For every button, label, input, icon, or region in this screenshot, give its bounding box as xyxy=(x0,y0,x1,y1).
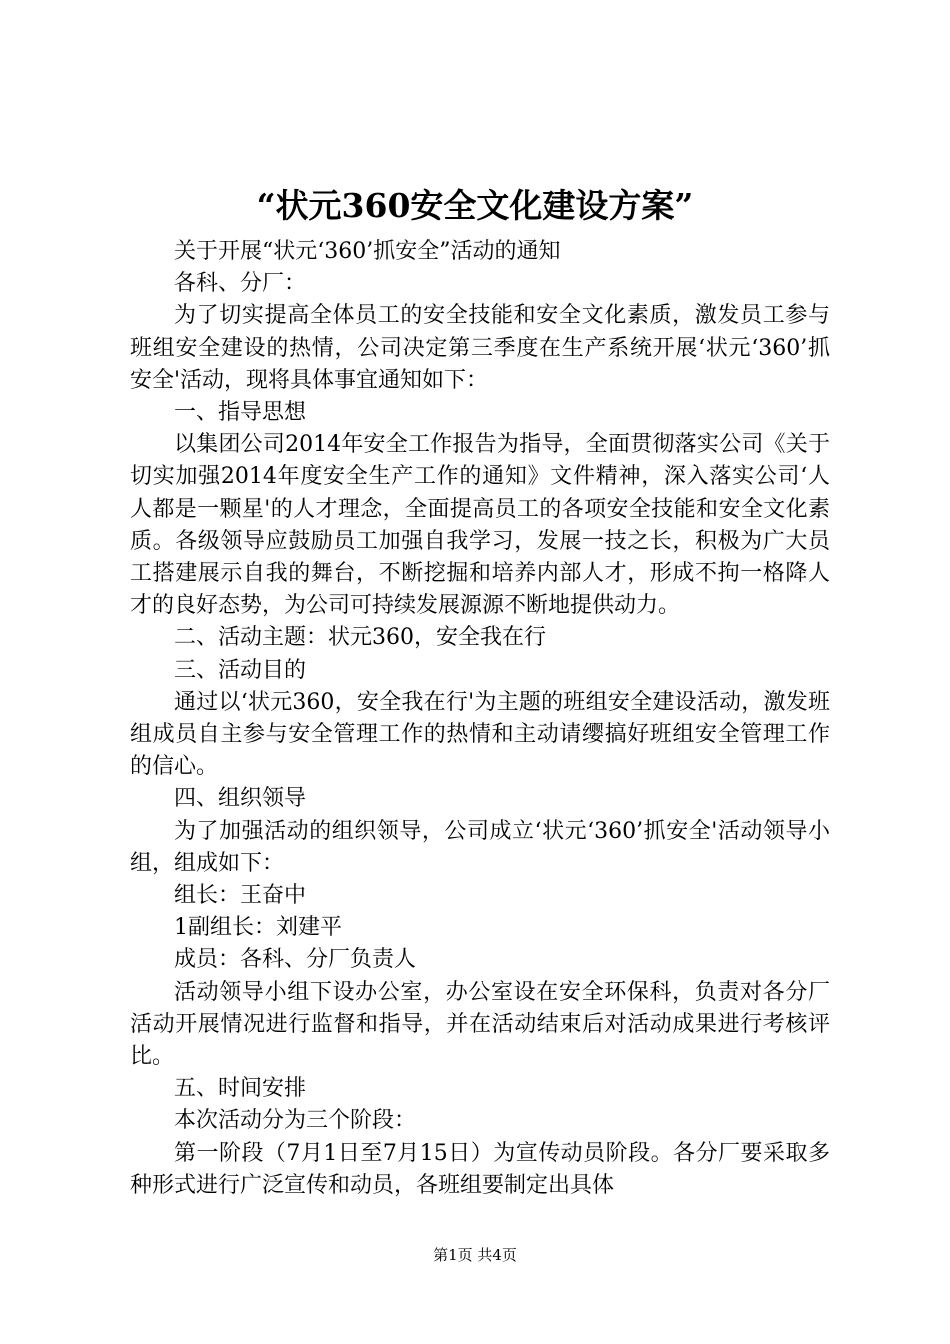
group-leader: 组长：王奋中 xyxy=(174,883,307,909)
office-paragraph: 活动领导小组下设办公室，办公室设在安全环保科，负责对各分厂活动开展情况进行监督和指导，并在活动结束后对活动成果进行考核评比。 xyxy=(130,979,830,1070)
salutation: 各科、分厂： xyxy=(174,271,307,297)
section-heading-theme: 二、活动主题：状元360，安全我在行 xyxy=(174,625,546,651)
document-title: “状元360安全文化建设方案” xyxy=(256,186,694,225)
section-heading-guiding-thought: 一、指导思想 xyxy=(174,400,307,426)
schedule-phase-one: 第一阶段（7月1日至7月15日）为宣传动员阶段。各分厂要采取多种形式进行广泛宣传和动员，各班组要制定出具体 xyxy=(130,1140,830,1198)
organization-paragraph: 为了加强活动的组织领导，公司成立‘状元‘360’抓安全'活动领导小组，组成如下： xyxy=(130,818,830,876)
group-members: 成员：各科、分厂负责人 xyxy=(174,947,417,973)
schedule-intro: 本次活动分为三个阶段： xyxy=(174,1108,417,1134)
section-heading-purpose: 三、活动目的 xyxy=(174,657,307,683)
section-heading-schedule: 五、时间安排 xyxy=(174,1076,307,1102)
document-body xyxy=(130,236,830,1202)
notice-heading: 关于开展“状元‘360’抓安全”活动的通知 xyxy=(174,239,561,264)
intro-paragraph: 为了切实提高全体员工的安全技能和安全文化素质，激发员工参与班组安全建设的热情，公司决定第三季度在生产系统开展‘状元‘360’抓安全'活动，现将具体事宜通知如下： xyxy=(130,303,830,393)
guiding-thought-paragraph: 以集团公司2014年安全工作报告为指导，全面贯彻落实公司《关于切实加强2014年度安全生产工作的通知》文件精神，深入落实公司‘人人都是一颗星'的人才理念，全面提高员工的各项安全技能和安全文化素质。各级领导应鼓励员工加强自我学习，发展一技之长，积极为广大员工搭建展示自我的舞台，不断挖掘和培养内部人才，形成不拘一格降人才的良好态势，为公司可持续发展源源不断地提供动力。 xyxy=(130,432,830,619)
page-number-footer: 第1页 共4页 xyxy=(433,1246,517,1264)
section-heading-organization: 四、组织领导 xyxy=(174,786,307,812)
deputy-group-leader: 1副组长：刘建平 xyxy=(174,915,342,941)
purpose-paragraph: 通过以‘状元360，安全我在行'为主题的班组安全建设活动，激发班组成员自主参与安全管理工作的热情和主动请缨搞好班组安全管理工作的信心。 xyxy=(130,689,830,780)
